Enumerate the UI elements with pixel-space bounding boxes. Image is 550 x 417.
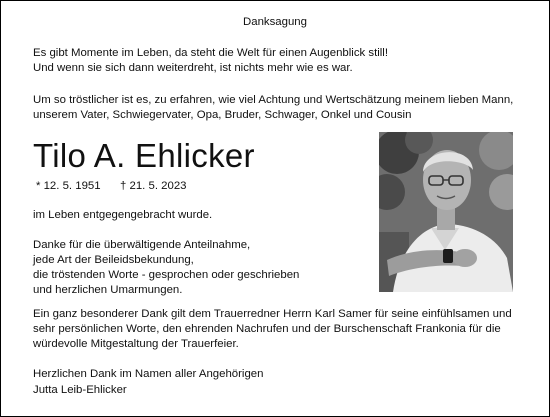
special-thanks-line-3: würdevolle Mitgestaltung der Trauerfeier. [33,338,239,350]
signature: Jutta Leib-Ehlicker [33,384,127,396]
portrait-photo [379,132,513,292]
deceased-name: Tilo A. Ehlicker [33,137,255,174]
closing-line: Herzlichen Dank im Namen aller Angehörigen [33,368,264,380]
birth-date: * 12. 5. 1951 [36,180,101,192]
consolation-line-1: Um so tröstlicher ist es, zu erfahren, wie viel Achtung und Wertschätzung meinem lieben Mann, [33,94,514,106]
thanks-line-4: und herzlichen Umarmungen. [33,284,183,296]
thanks-line-2: jede Art der Beileidsbekundung, [33,254,194,266]
thanks-line-3: die tröstenden Worte - gesprochen oder geschrieben [33,269,300,281]
consolation-line-2: unserem Vater, Schwiegervater, Opa, Bruder, Schwager, Onkel und Cousin [33,109,412,121]
special-thanks-line-1: Ein ganz besonderer Dank gilt dem Trauerredner Herrn Karl Samer für seine einfühlsamen und [33,308,512,320]
received-line: im Leben entgegengebracht wurde. [33,209,213,221]
intro-line-1: Es gibt Momente im Leben, da steht die Welt für einen Augenblick still! [33,47,388,59]
heading: Danksagung [243,16,307,28]
intro-line-2: Und wenn sie sich dann weiterdreht, ist nichts mehr wie es war. [33,62,353,74]
thanks-line-1: Danke für die überwältigende Anteilnahme, [33,239,251,251]
death-date: † 21. 5. 2023 [120,180,187,192]
special-thanks-line-2: sehr persönlichen Worte, den ehrenden Nachrufen und der Burschenschaft Frankonia für die [33,323,501,335]
